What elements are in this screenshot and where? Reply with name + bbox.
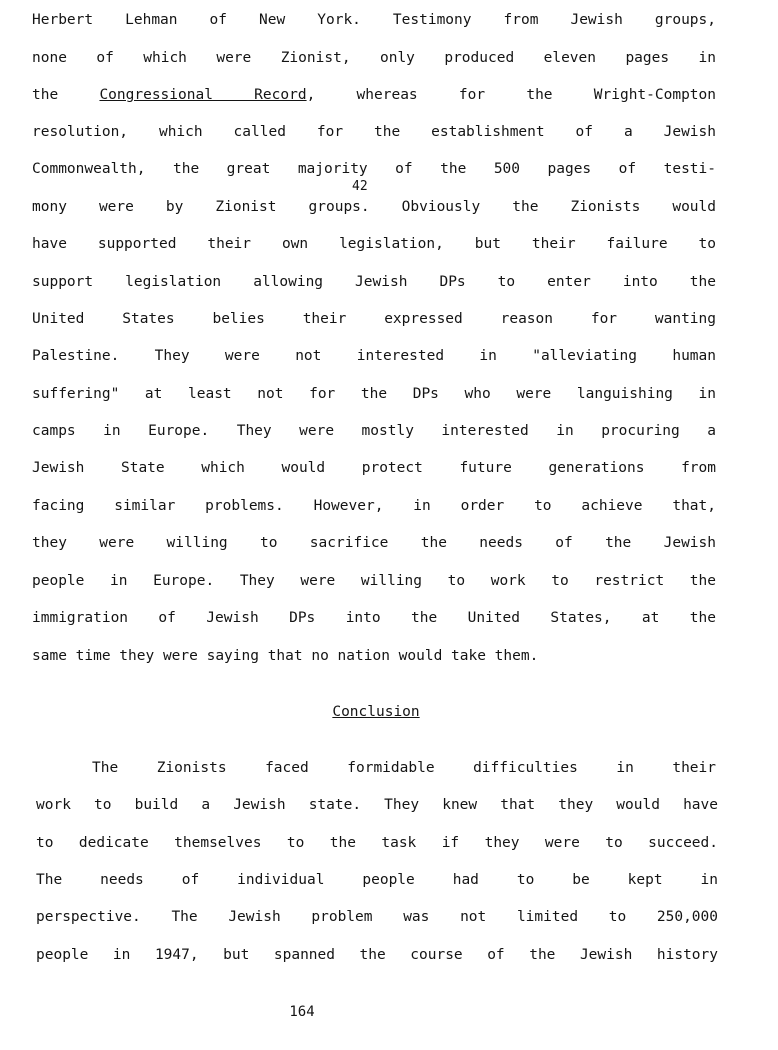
text-line: facing similar problems. However, in order to achieve that,: [32, 498, 716, 514]
text-line: same time they were saying that no nation would take them.: [32, 648, 539, 664]
text-line: none of which were Zionist, only produced eleven pages in: [32, 50, 716, 66]
text-line: resolution, which called for the establishment of a Jewish: [32, 124, 716, 140]
text-line: people in 1947, but spanned the course of the Jewish history: [36, 947, 718, 963]
congressional-record-title: Congressional Record: [99, 87, 307, 103]
text-line: Palestine. They were not interested in "alleviating human: [32, 348, 716, 364]
text-line: United States belies their expressed reason for wanting: [32, 311, 716, 327]
text-line: support legislation allowing Jewish DPs to enter into the: [32, 274, 716, 290]
text-line: work to build a Jewish state. They knew that they would have: [36, 797, 718, 813]
text-line: to dedicate themselves to the task if they were to succeed.: [36, 835, 718, 851]
text-line: Herbert Lehman of New York. Testimony from Jewish groups,: [32, 12, 716, 28]
text-line: they were willing to sacrifice the needs of the Jewish: [32, 535, 716, 551]
text-fragment: , whereas for the Wright-Compton: [306, 87, 716, 103]
page-number: 164: [289, 1004, 315, 1020]
text-line: camps in Europe. They were mostly interested in procuring a: [32, 423, 716, 439]
text-line: The needs of individual people had to be kept in: [36, 872, 718, 888]
text-line: The Zionists faced formidable difficulties in their: [92, 760, 716, 776]
text-line: have supported their own legislation, but their failure to: [32, 236, 716, 252]
section-heading: Conclusion: [332, 704, 420, 720]
text-line: [32, 86, 716, 104]
text-line: Jewish State which would protect future generations from: [32, 460, 716, 476]
footnote-number: 42: [352, 179, 368, 194]
text-line: immigration of Jewish DPs into the United States, at the: [32, 610, 716, 626]
text-line: perspective. The Jewish problem was not limited to 250,000: [36, 909, 718, 925]
text-line: suffering" at least not for the DPs who were languishing in: [32, 386, 716, 402]
text-line: mony were by Zionist groups. Obviously the Zionists would: [32, 199, 716, 215]
text-line: Commonwealth, the great majority of the 500 pages of testi-: [32, 161, 716, 177]
text-fragment: the: [32, 87, 59, 103]
text-line: people in Europe. They were willing to work to restrict the: [32, 573, 716, 589]
